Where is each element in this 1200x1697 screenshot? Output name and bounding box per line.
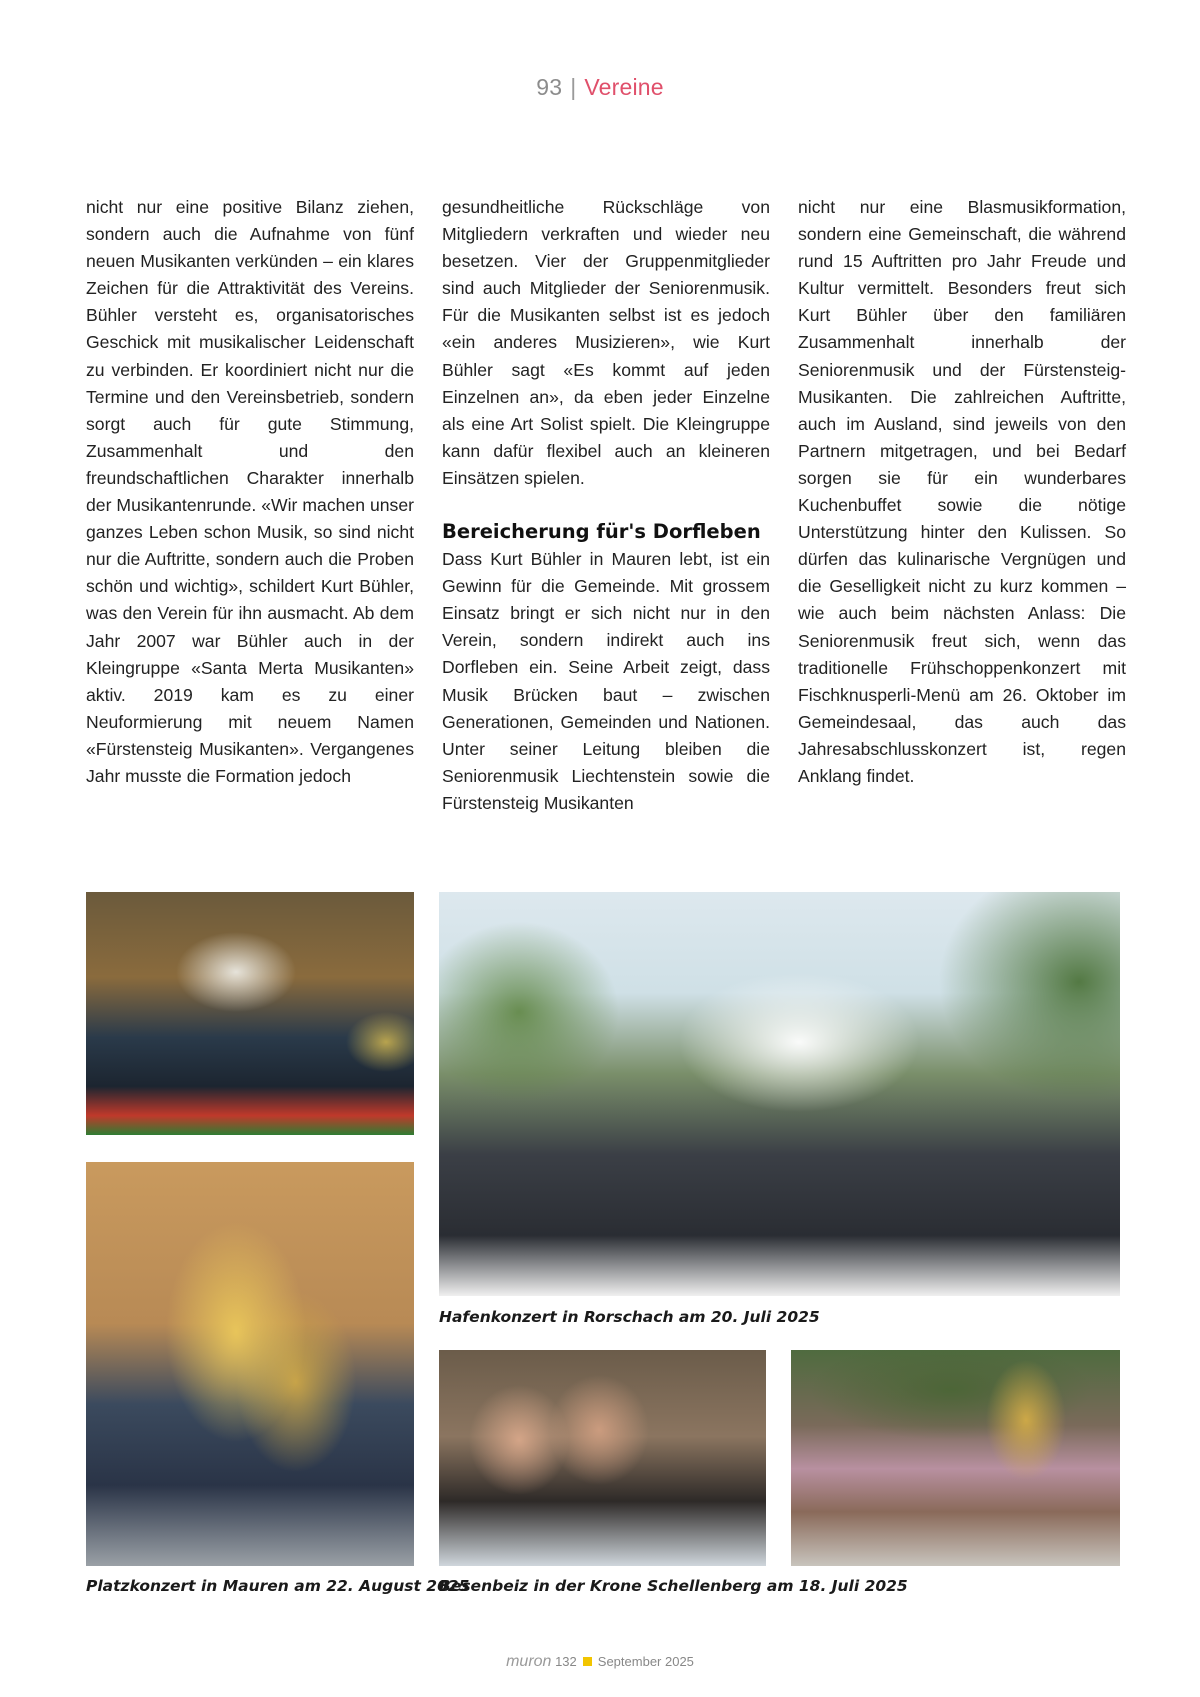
- photo-besenbeiz-audience: [439, 1350, 766, 1566]
- photo-tuba-player-closeup: [86, 1162, 414, 1566]
- text-column-2: [442, 194, 770, 817]
- page-footer: [0, 1653, 1200, 1671]
- footer-issue: 132: [555, 1654, 577, 1669]
- column-1-text: nicht nur eine positive Bilanz ziehen, sondern auch die Aufnahme von fünf neuen Musikanten verkünden – ein klares Zeichen für die Attraktivität des Vereins. Bühler versteht es, organisatorisches Geschick mit musikalischer Leidenschaft zu verbinden. Er koordiniert nicht nur die Termine und den Vereinsbetrieb, sondern sorgt auch für gute Stimmung, Zusammenhalt und den freundschaftlichen Charakter innerhalb der Musikantenrunde. «Wir machen unser ganzes Leben schon Musik, so sind nicht nur die Auftritte, sondern auch die Proben schön und wichtig», schildert Kurt Bühler, was den Verein für ihn ausmacht. Ab dem Jahr 2007 war Bühler auch in der Kleingruppe «Santa Merta Musikanten» aktiv. 2019 kam es zu einer Neuformierung mit neuem Namen «Fürstensteig Musikanten». Vergangenes Jahr musste die Formation jedoch: [86, 197, 414, 786]
- footer-date: September 2025: [597, 1654, 694, 1669]
- page-header: [0, 74, 1200, 101]
- caption-square-concert: Platzkonzert in Mauren am 22. August 2025: [86, 1577, 470, 1595]
- subheading: Bereicherung für's Dorfleben: [442, 520, 761, 544]
- photo-harbor-concert-band: [439, 892, 1120, 1296]
- text-column-3: [798, 194, 1126, 790]
- column-2-paragraph-2: Dass Kurt Bühler in Mauren lebt, ist ein Gewinn für die Gemeinde. Mit grossem Einsatz bringt er sich nicht nur in den Verein, sondern indirekt auch ins Dorfleben ein. Seine Arbeit zeigt, dass Musik Brücken baut – zwischen Generationen, Gemeinden und Nationen. Unter seiner Leitung bleiben die Seniorenmusik Liechtenstein sowie die Fürstensteig Musikanten: [442, 549, 770, 813]
- column-3-text: nicht nur eine Blasmusikformation, sondern eine Gemeinschaft, die während rund 15 Auftritten pro Jahr Freude und Kultur vermittelt. Besonders freut sich Kurt Bühler über den familiären Zusammenhalt innerhalb der Seniorenmusik und der Fürstensteig-Musikanten. Die zahlreichen Auftritte, auch im Ausland, sind jeweils von den Partnern mitgetragen, und bei Bedarf sorgen sie für ein wunderbares Kuchenbuffet sowie die nötige Unterstützung hinter den Kulissen. So dürfen das kulinarische Vergnügen und die Geselligkeit nicht zu kurz kommen – wie auch beim nächsten Anlass: Die Seniorenmusik freut sich, wenn das traditionelle Frühschoppenkonzert mit Fischknusperli-Menü am 26. Oktober im Gemeindesaal, das auch das Jahresabschlusskonzert ist, regen Anklang findet.: [798, 197, 1126, 786]
- section-title: Vereine: [584, 74, 664, 100]
- footer-square-icon: [583, 1657, 592, 1666]
- footer-brand: muron: [506, 1653, 552, 1670]
- header-separator: |: [570, 74, 577, 100]
- text-column-1: [86, 194, 414, 790]
- photo-besenbeiz-garden-band: [791, 1350, 1120, 1566]
- caption-harbor-concert: Hafenkonzert in Rorschach am 20. Juli 2025: [439, 1308, 820, 1326]
- column-2-paragraph-1: gesundheitliche Rückschläge von Mitgliedern verkraften und wieder neu besetzen. Vier der Gruppenmitglieder sind auch Mitglieder der Seniorenmusik. Für die Musikanten selbst ist es jedoch «ein anderes Musizieren», wie Kurt Bühler sagt «Es kommt auf jeden Einzelnen an», da eben jeder Einzelne als eine Art Solist spielt. Die Kleingruppe kann dafür flexibel auch an kleineren Einsätzen spielen.: [442, 197, 770, 488]
- page-number: 93: [536, 74, 563, 100]
- caption-besenbeiz: Besenbeiz in der Krone Schellenberg am 18. Juli 2025: [439, 1577, 908, 1595]
- photo-tuba-players-stage: [86, 892, 414, 1135]
